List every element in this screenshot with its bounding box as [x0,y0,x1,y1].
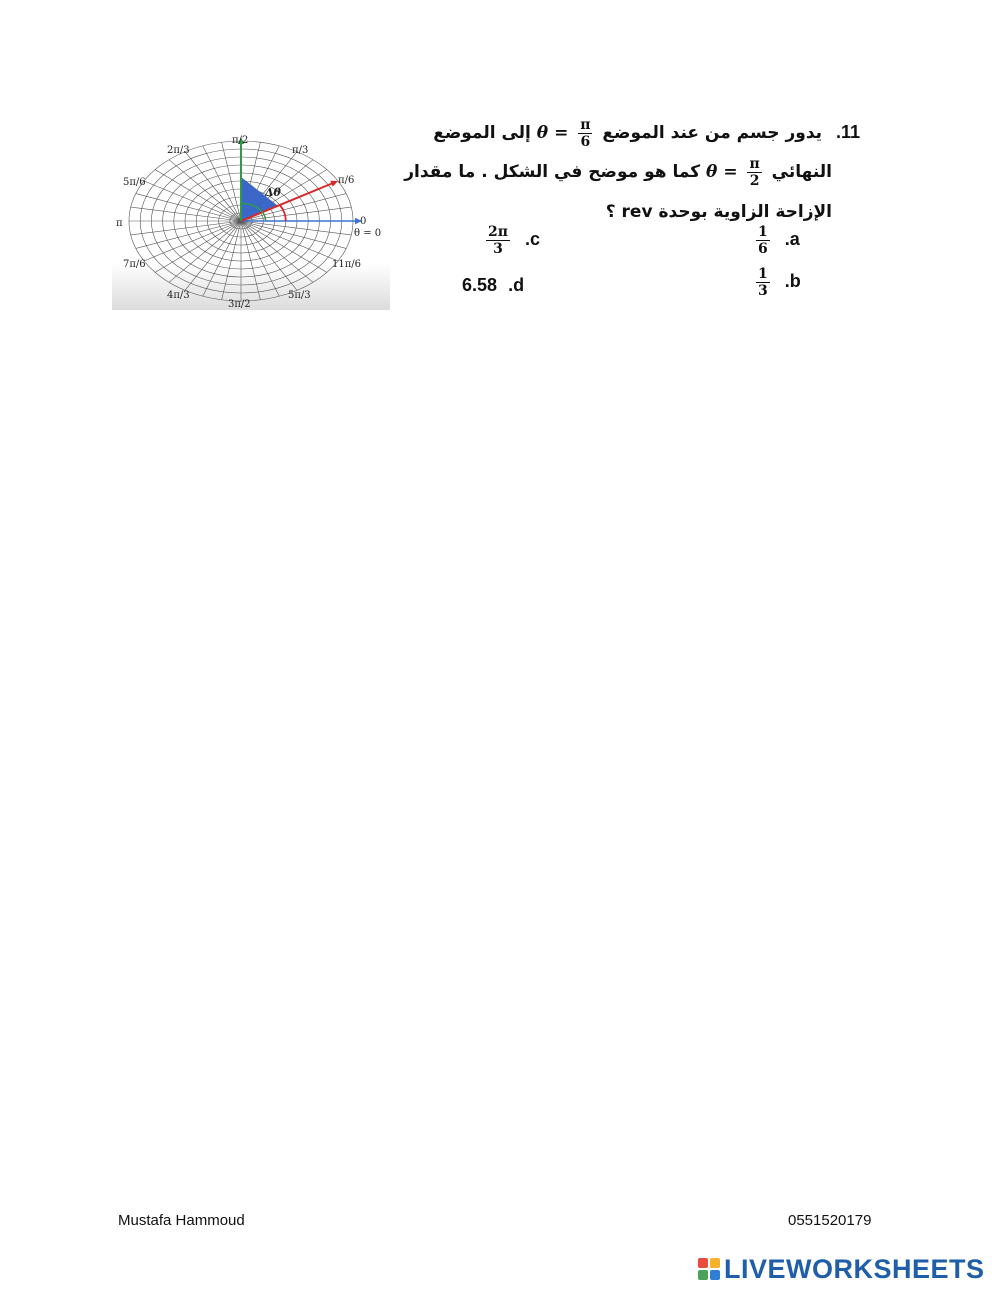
fraction-pi-over-6 [578,117,592,150]
label-11pi-over-6: 11π/6 [332,259,362,270]
fraction-numerator: 1 [758,224,768,240]
label-3pi-over-2: 3π/2 [228,299,251,310]
fraction-numerator: 1 [758,266,768,282]
theta-symbol: θ [706,162,718,182]
question-text-shown: كما هو موضح في الشكل . ما مقدار [404,162,701,182]
option-c-fraction [486,224,510,257]
equals-sign: = [554,123,569,143]
label-7pi-over-6: 7π/6 [123,259,146,270]
equals-sign: = [723,162,738,182]
label-pi-over-3: π/3 [292,145,309,156]
option-d-label: .d [508,275,525,295]
option-a-label: .a [784,229,800,250]
question-text-end: إلى الموضع [433,123,531,143]
question-number: 11. [835,122,860,142]
liveworksheets-logo[interactable] [698,1254,985,1284]
label-theta-zero: θ = 0 [354,228,382,239]
option-b-fraction [756,266,770,299]
question-text-final: النهائي [771,162,832,182]
brand-square [698,1258,708,1268]
label-4pi-over-3: 4π/3 [167,290,190,301]
option-a[interactable] [752,224,800,257]
brand-square [698,1270,708,1280]
polar-grid-svg [112,124,390,310]
label-5pi-over-3: 5π/3 [288,290,311,301]
fraction-numerator: 2π [488,224,508,240]
label-pi: π [116,218,123,229]
author-name: Mustafa Hammoud [118,1212,245,1229]
fraction-pi-over-2 [747,156,761,189]
fraction-denominator: 6 [758,241,768,257]
fraction-numerator: π [749,155,760,172]
fraction-denominator: 6 [580,133,591,150]
question-block [404,112,860,232]
option-b-label: .b [784,271,801,292]
label-zero: 0 [360,216,367,227]
option-a-fraction [756,224,770,257]
question-line-2 [404,152,860,192]
option-c[interactable] [482,224,540,257]
label-5pi-over-6: 5π/6 [123,177,146,188]
brand-square [710,1270,720,1280]
phone-number: 0551520179 [788,1212,872,1229]
question-text-start: يدور جسم من عند الموضع [602,123,823,143]
option-c-label: .c [525,229,541,250]
fraction-numerator: π [580,116,591,133]
question-line-1 [430,112,860,152]
brand-square [710,1258,720,1268]
fraction-denominator: 3 [493,241,503,257]
brand-wordmark: LIVEWORKSHEETS [724,1253,985,1284]
fraction-denominator: 3 [758,283,768,299]
question-text-units: الإزاحة الزاوية بوحدة rev ؟ [605,202,832,222]
label-2pi-over-3: 2π/3 [167,145,190,156]
option-d-value: 6.58 [462,275,498,295]
label-pi-over-2: π/2 [232,135,249,146]
label-delta-theta: Δθ [265,186,281,199]
fraction-denominator: 2 [749,172,760,189]
brand-squares-icon [698,1258,720,1280]
theta-symbol: θ [536,123,549,143]
label-pi-over-6: π/6 [338,175,355,186]
option-d[interactable] [462,275,524,296]
option-b[interactable] [752,266,801,299]
polar-grid-figure [112,124,390,310]
